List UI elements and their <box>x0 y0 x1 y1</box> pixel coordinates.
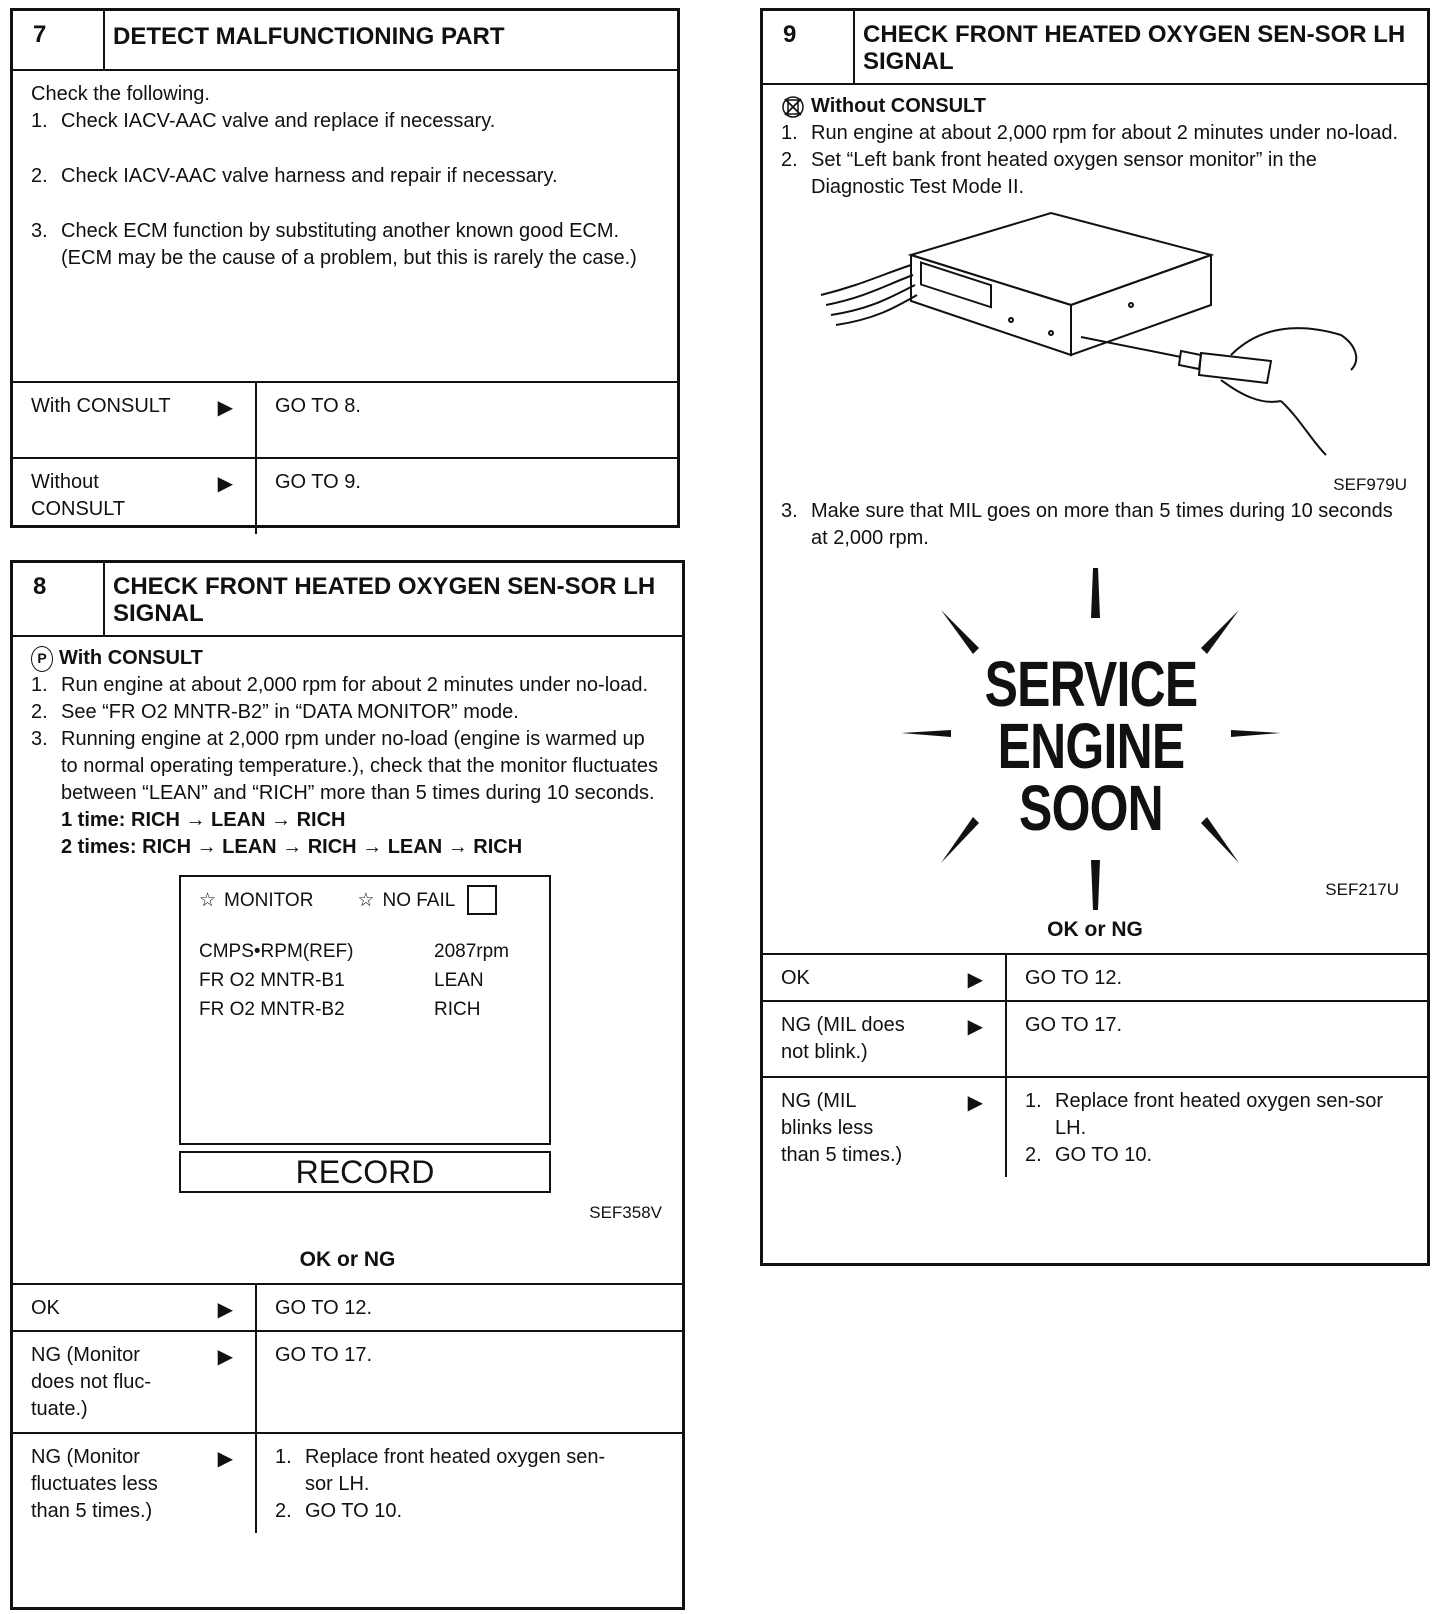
step-title: CHECK FRONT HEATED OXYGEN SEN-SOR LH SIGNAL <box>863 21 1406 75</box>
step-9-list <box>781 120 1409 201</box>
action-cell: GO TO 17. <box>256 1331 682 1433</box>
arrow-right-icon: ▶ <box>217 397 233 419</box>
step-7-results <box>13 381 677 534</box>
list-item: 3. Check ECM function by substituting another known good ECM. <box>31 220 620 242</box>
condition-cell: Without CONSULT ▶ <box>13 458 256 534</box>
list-item: 2. Check IACV-AAC valve harness and repair if necessary. <box>31 165 558 187</box>
step-8-header <box>13 563 682 637</box>
arrow-right-icon: ▶ <box>217 1299 233 1321</box>
action-cell <box>1006 1077 1427 1177</box>
step-9-list-continued <box>781 498 1409 552</box>
arrow-right-icon: ▶ <box>217 1346 233 1368</box>
arrow-right-icon: ▶ <box>967 1092 983 1114</box>
action-list <box>275 1444 670 1525</box>
condition-cell: NG (Monitor does not fluc-tuate.) ▶ <box>13 1331 256 1433</box>
cycle-two: 2 times: RICH → LEAN → RICH → LEAN → RICH <box>61 836 523 858</box>
cycle-one: 1 time: RICH → LEAN → RICH <box>61 809 346 831</box>
no-consult-icon <box>781 95 805 119</box>
table-row <box>13 458 677 534</box>
condition-cell: NG (MIL does not blink.) ▶ <box>763 1001 1006 1077</box>
intro-text: Check the following. <box>31 83 210 105</box>
action-cell: GO TO 8. <box>256 382 677 458</box>
condition-cell: With CONSULT ▶ <box>13 382 256 458</box>
arrow-right-icon: ▶ <box>967 1016 983 1038</box>
step-8-list <box>31 672 664 807</box>
step-9-results <box>763 953 1427 1177</box>
list-item: 1. Replace front heated oxygen sen-sor LH. <box>1025 1090 1383 1139</box>
step-9-body <box>763 85 1427 943</box>
step-title: DETECT MALFUNCTIONING PART <box>113 23 505 50</box>
step-7-box <box>10 8 680 528</box>
arrow-right-icon: ▶ <box>217 473 233 495</box>
step-number: 7 <box>13 11 105 69</box>
step-9-box <box>760 8 1430 1266</box>
table-row <box>763 1077 1427 1177</box>
list-item: 1. Replace front heated oxygen sen-sor LH. <box>275 1446 606 1495</box>
step-8-results <box>13 1283 682 1533</box>
consult-monitor-figure <box>179 875 551 1193</box>
figure-code: SEF358V <box>589 1203 662 1222</box>
star-icon: ☆ <box>199 889 217 911</box>
monitor-label: MONITOR <box>224 889 314 911</box>
no-fail-label: NO FAIL <box>382 889 456 911</box>
condition-cell: NG (Monitor fluctuates less than 5 times.) ▶ <box>13 1433 256 1533</box>
list-item: 2. GO TO 10. <box>275 1500 403 1522</box>
action-cell: GO TO 12. <box>1006 954 1427 1001</box>
mode-heading: Without CONSULT <box>781 93 1409 120</box>
table-row <box>13 1331 682 1433</box>
ecm-screwdriver-illustration <box>781 205 1401 475</box>
ok-or-ng-heading: OK or NG <box>299 1248 396 1271</box>
list-item: 1. Run engine at about 2,000 rpm for about 2 minutes under no-load. <box>31 674 649 696</box>
list-item: 2. Set “Left bank front heated oxygen sensor monitor” in the Diagnostic Test Mode II. <box>781 149 1317 198</box>
step-9-header <box>763 11 1427 85</box>
action-cell: GO TO 17. <box>1006 1001 1427 1077</box>
mil-line: SERVICE <box>984 648 1198 720</box>
list-item: 2. See “FR O2 MNTR-B2” in “DATA MONITOR” mode. <box>31 701 519 723</box>
table-row <box>763 954 1427 1001</box>
list-item: 3. Make sure that MIL goes on more than 5 times during 10 seconds at 2,000 rpm. <box>781 500 1393 549</box>
consult-icon: P <box>31 646 53 672</box>
monitor-row: FR O2 MNTR-B2 RICH <box>199 999 481 1020</box>
step-title: CHECK FRONT HEATED OXYGEN SEN-SOR LH SIGNAL <box>113 573 656 627</box>
step-8-box <box>10 560 685 1610</box>
mode-heading: P With CONSULT <box>31 645 664 672</box>
monitor-row: FR O2 MNTR-B1 LEAN <box>199 970 484 991</box>
step-7-header <box>13 11 677 71</box>
arrow-right-icon: ▶ <box>217 1448 233 1470</box>
mil-line: ENGINE <box>997 710 1185 782</box>
monitor-screen <box>179 875 551 1145</box>
table-row <box>13 1284 682 1331</box>
mil-illustration <box>781 558 1401 918</box>
action-list <box>1025 1088 1415 1169</box>
list-item: 3. Running engine at 2,000 rpm under no-load (engine is warmed up to normal operating temperature.), check that the monitor fluctuates between “LEAN” and “RICH” more than 5 times during 10 seconds. <box>31 728 658 804</box>
action-cell: GO TO 12. <box>256 1284 682 1331</box>
list-item-note: (ECM may be the cause of a problem, but this is rarely the case.) <box>61 247 637 269</box>
ok-or-ng-heading: OK or NG <box>1047 918 1143 941</box>
step-8-body <box>13 637 682 1273</box>
condition-cell: OK ▶ <box>13 1284 256 1331</box>
condition-cell: OK ▶ <box>763 954 1006 1001</box>
action-cell: GO TO 9. <box>256 458 677 534</box>
condition-cell: NG (MIL blinks less than 5 times.) ▶ <box>763 1077 1006 1177</box>
arrow-right-icon: ▶ <box>967 969 983 991</box>
step-number: 8 <box>13 563 105 635</box>
no-fail-checkbox <box>467 885 497 915</box>
table-row <box>763 1001 1427 1077</box>
step-7-body <box>13 71 677 381</box>
star-icon: ☆ <box>357 889 375 911</box>
table-row <box>13 1433 682 1533</box>
monitor-row: CMPS•RPM(REF) 2087rpm <box>199 941 509 962</box>
list-item: 1. Check IACV-AAC valve and replace if necessary. <box>31 110 496 132</box>
step-number: 9 <box>763 11 855 83</box>
step-7-list <box>31 108 659 272</box>
figure-code: SEF979U <box>1333 475 1407 494</box>
record-button: RECORD <box>179 1151 551 1193</box>
list-item: 2. GO TO 10. <box>1025 1144 1153 1166</box>
mil-text <box>849 648 1333 844</box>
monitor-header <box>199 885 531 915</box>
table-row <box>13 382 677 458</box>
list-item: 1. Run engine at about 2,000 rpm for about 2 minutes under no-load. <box>781 122 1399 144</box>
figure-code: SEF217U <box>1325 880 1399 899</box>
mil-line: SOON <box>1019 772 1163 844</box>
action-cell <box>256 1433 682 1533</box>
